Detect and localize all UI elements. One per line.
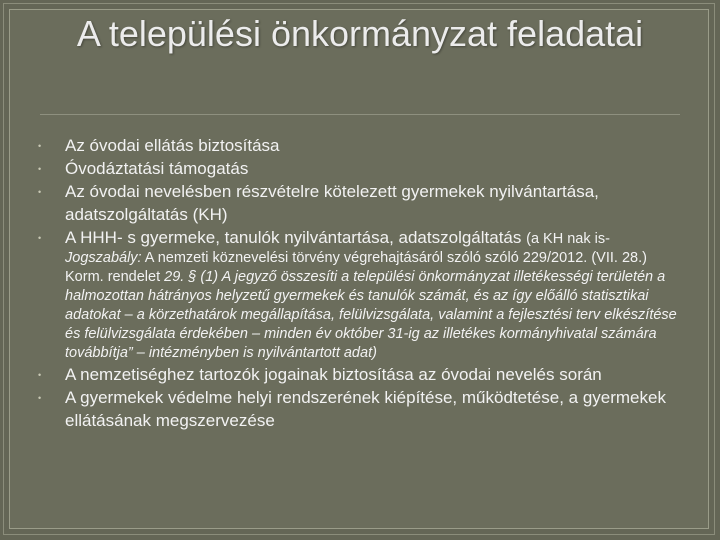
list-item-text: [65, 226, 688, 363]
bullet-list: [38, 134, 688, 432]
law-label: Jogszabály:: [65, 250, 142, 266]
list-item-text: Az óvodai ellátás biztosítása: [65, 136, 280, 155]
list-item-text: A nemzetiséghez tartozók jogainak biztosítása az óvodai nevelés során: [65, 365, 602, 384]
bullet-icon: •: [38, 164, 42, 174]
bullet-icon: •: [38, 187, 42, 197]
list-item: [38, 386, 688, 432]
list-item-text: Az óvodai nevelésben részvételre kötelezett gyermekek nyilvántartása, adatszolgáltatás (KH): [65, 182, 599, 224]
list-item: [38, 180, 688, 226]
bullet-icon: •: [38, 141, 42, 151]
hhh-main-text: A HHH- s gyermeke, tanulók nyilvántartása, adatszolgáltatás: [65, 228, 527, 247]
list-item-text: A gyermekek védelme helyi rendszerének kiépítése, működtetése, a gyermekek ellátásának megszervezése: [65, 388, 666, 430]
bullet-icon: •: [38, 393, 42, 403]
list-item-text: Óvodáztatási támogatás: [65, 159, 249, 178]
list-item: [38, 134, 688, 157]
title-divider: [40, 114, 680, 115]
slide-title: A települési önkormányzat feladatai: [76, 13, 644, 54]
hhh-paren-start: (a KH: [526, 231, 564, 247]
list-item: [38, 226, 688, 363]
list-item: [38, 157, 688, 180]
law-text: A nemzeti köznevelési törvény végrehajtásáról szóló szóló 229/2012. (VII. 28.) Korm. rendelet: [65, 250, 647, 285]
hhh-lead: nak is-: [563, 231, 610, 247]
bullet-icon: •: [38, 233, 42, 243]
bullet-icon: •: [38, 370, 42, 380]
law-quote: 29. § (1) A jegyző összesíti a települési önkormányzat illetékességi területén a halmozottan hátrányos helyzetű gyermekek és tanulók számát, és az így előálló statisztikai adatokat – a körzethatárok megállapítása, felülvizsgálata, valamint a fejlesztési terv elkészítése és felülvizsgálata érdekében – minden év október 31-ig az illetékes kormányhivatal számára továbbítja” – intézményben is nyilvántartott adat): [65, 269, 677, 361]
list-item: [38, 363, 688, 386]
